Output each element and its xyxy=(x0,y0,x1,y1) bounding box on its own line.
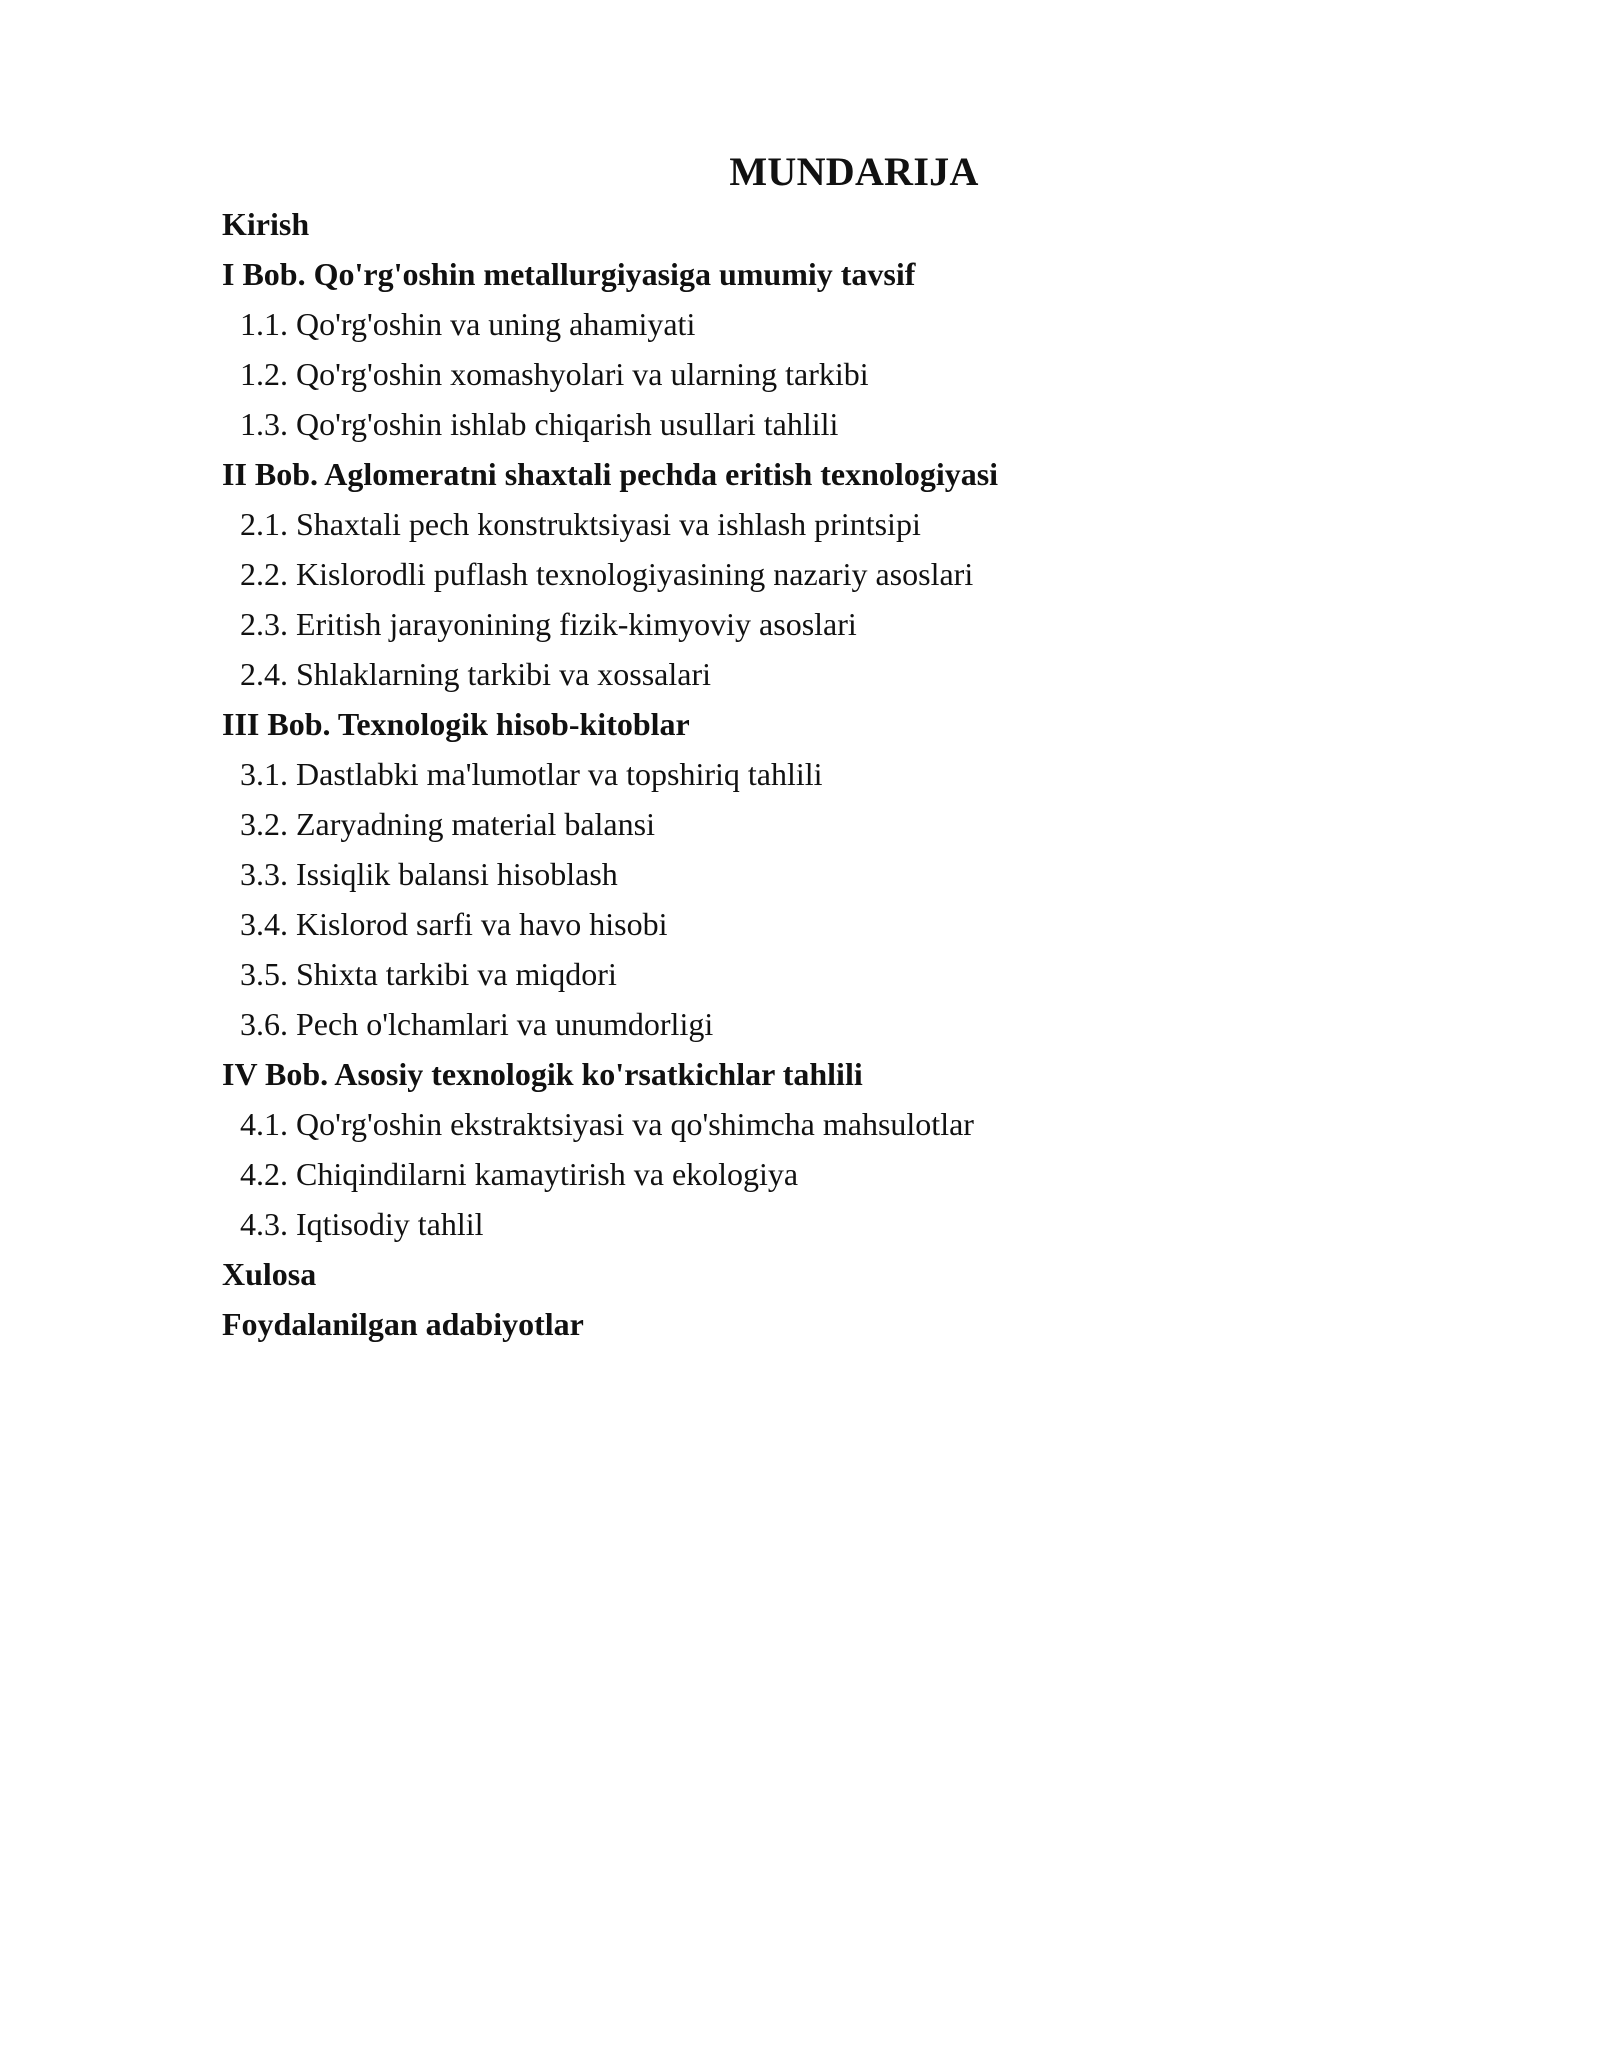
toc-section-heading: III Bob. Texnologik hisob-kitoblar xyxy=(222,706,690,742)
toc-subsection-item: 2.4. Shlaklarning tarkibi va xossalari xyxy=(240,656,712,692)
toc-subsection-item: 1.3. Qo'rg'oshin ishlab chiqarish usullari tahlili xyxy=(240,406,839,442)
toc-subsection-item: 3.2. Zaryadning material balansi xyxy=(240,806,655,842)
toc-subsection-item: 2.3. Eritish jarayonining fizik-kimyoviy asoslari xyxy=(240,606,857,642)
toc-subsection-item: 4.1. Qo'rg'oshin ekstraktsiyasi va qo'shimcha mahsulotlar xyxy=(240,1106,974,1142)
toc-section-heading: I Bob. Qo'rg'oshin metallurgiyasiga umumiy tavsif xyxy=(222,256,916,292)
toc-section-heading: IV Bob. Asosiy texnologik ko'rsatkichlar tahlili xyxy=(222,1056,863,1092)
toc-subsection-item: 3.3. Issiqlik balansi hisoblash xyxy=(240,856,618,892)
toc-section-heading: Xulosa xyxy=(222,1256,317,1292)
toc-subsection-item: 1.1. Qo'rg'oshin va uning ahamiyati xyxy=(240,306,696,342)
table-of-contents xyxy=(222,199,1522,1349)
toc-section-heading: II Bob. Aglomeratni shaxtali pechda eritish texnologiyasi xyxy=(222,456,999,492)
toc-subsection-item: 1.2. Qo'rg'oshin xomashyolari va ularning tarkibi xyxy=(240,356,869,392)
toc-subsection-item: 2.2. Kislorodli puflash texnologiyasining nazariy asoslari xyxy=(240,556,974,592)
toc-section-heading: Kirish xyxy=(222,206,310,242)
toc-subsection-item: 3.4. Kislorod sarfi va havo hisobi xyxy=(240,906,668,942)
toc-subsection-item: 3.6. Pech o'lchamlari va unumdorligi xyxy=(240,1006,714,1042)
toc-subsection-item: 3.5. Shixta tarkibi va miqdori xyxy=(240,956,617,992)
toc-subsection-item: 4.3. Iqtisodiy tahlil xyxy=(240,1206,484,1242)
toc-subsection-item: 3.1. Dastlabki ma'lumotlar va topshiriq tahlili xyxy=(240,756,823,792)
toc-subsection-item: 4.2. Chiqindilarni kamaytirish va ekologiya xyxy=(240,1156,799,1192)
toc-section-heading: Foydalanilgan adabiyotlar xyxy=(222,1306,584,1342)
page-title: MUNDARIJA xyxy=(729,149,979,194)
toc-subsection-item: 2.1. Shaxtali pech konstruktsiyasi va ishlash printsipi xyxy=(240,506,921,542)
